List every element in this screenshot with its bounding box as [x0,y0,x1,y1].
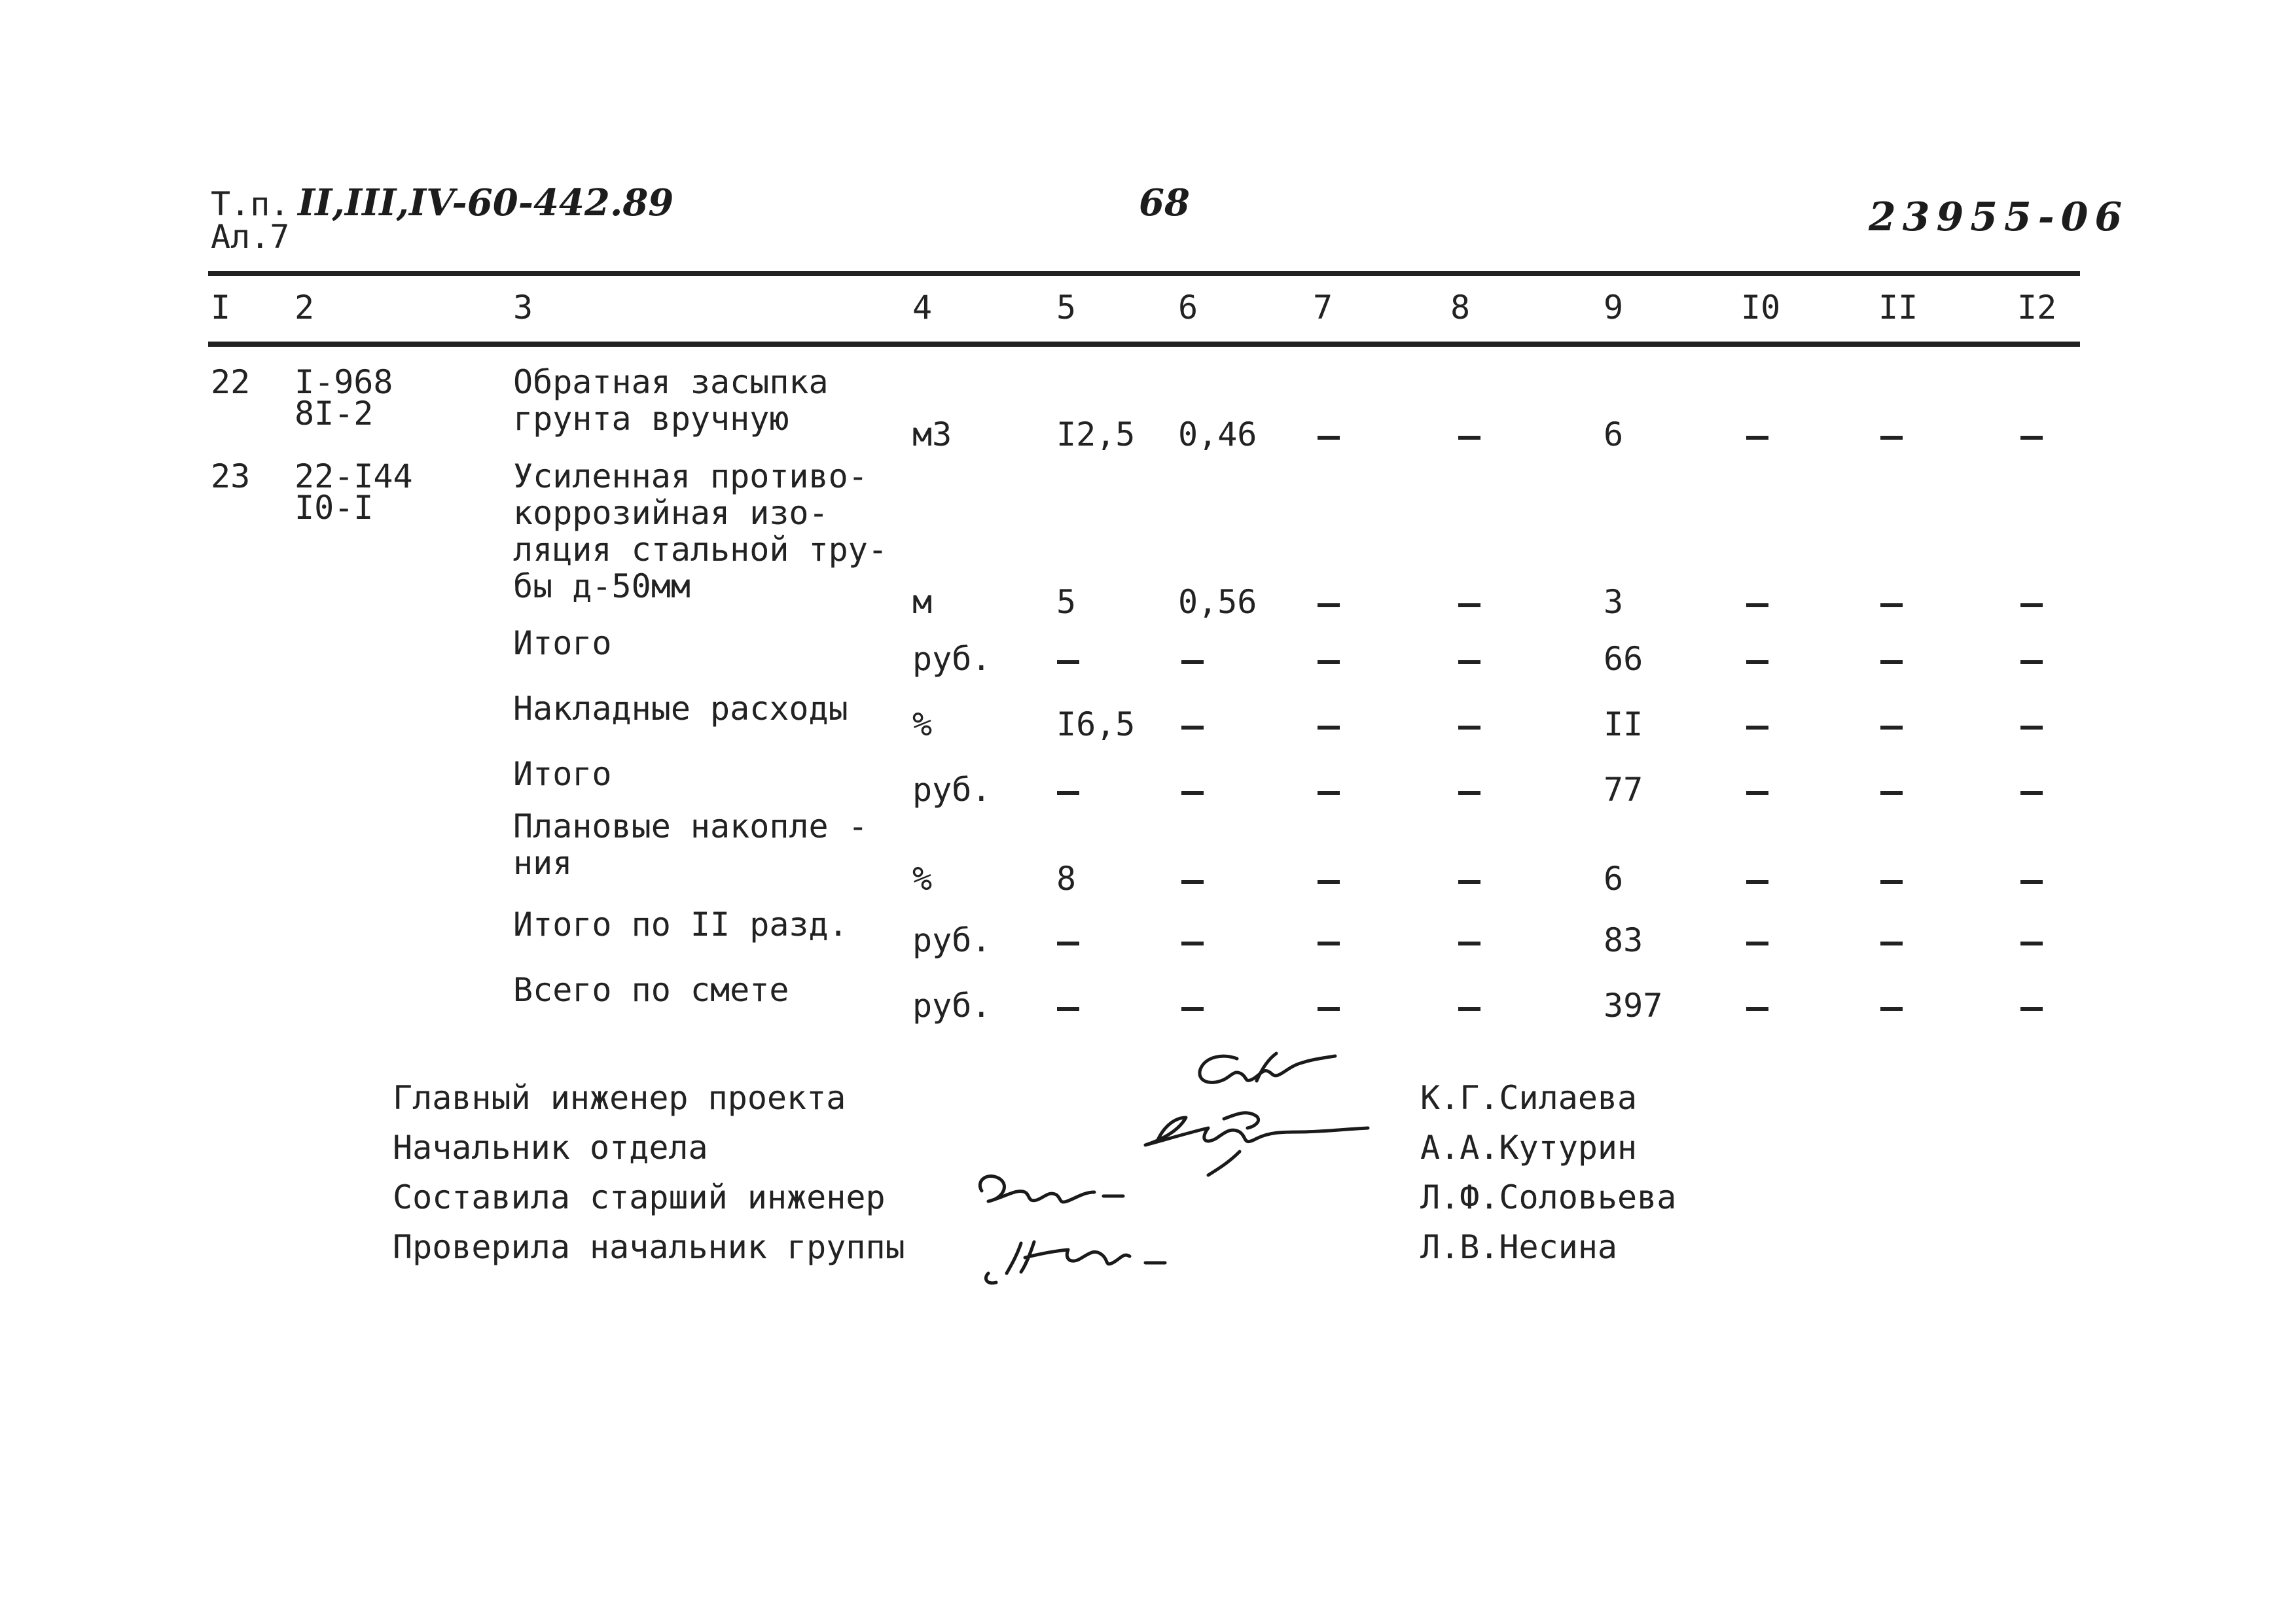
value-col-9: 6 [1604,415,1624,453]
column-header-7: 7 [1313,289,1333,327]
empty-dash [1880,726,1903,730]
empty-dash [1880,1007,1903,1011]
value-col-9: 3 [1604,583,1624,621]
column-header-11: II [1878,289,1918,327]
rate-code: 8I-2 [295,395,374,432]
rate-code: I-968 [295,363,393,401]
empty-dash [1746,880,1768,884]
signature-role: Начальник отдела [393,1129,708,1167]
unit: руб. [912,640,992,678]
value-col-5: 5 [1056,583,1077,621]
empty-dash [1458,726,1480,730]
work-name: ляция стальной тру- [513,531,888,569]
empty-dash [1318,880,1340,884]
column-header-5: 5 [1056,289,1077,327]
rate-code: 22-I44 [295,457,413,495]
column-header-3: 3 [513,289,533,327]
empty-dash [1458,791,1480,795]
empty-dash [1057,791,1079,795]
column-header-4: 4 [912,289,933,327]
work-name: ния [513,844,573,882]
empty-dash [1880,791,1903,795]
empty-dash [1880,436,1903,440]
empty-dash [1181,726,1204,730]
signature-name: К.Г.Силаева [1420,1079,1638,1117]
signature-role: Проверила начальник группы [393,1228,905,1266]
work-name: Плановые накопле - [513,807,868,845]
empty-dash [1318,660,1340,664]
column-header-12: I2 [2017,289,2057,327]
work-name: коррозийная изо- [513,494,829,532]
work-name: Итого [513,755,612,793]
work-name: грунта вручную [513,400,789,438]
empty-dash [2020,942,2043,945]
row-number: 22 [211,363,251,401]
empty-dash [1057,660,1079,664]
signature-name: А.А.Кутурин [1420,1129,1638,1167]
value-col-9: II [1604,705,1643,743]
column-header-1: I [211,289,231,327]
empty-dash [1458,603,1480,607]
column-header-10: I0 [1741,289,1781,327]
value-col-9: 397 [1604,987,1663,1025]
table-top-rule [208,271,2080,276]
empty-dash [2020,880,2043,884]
empty-dash [1318,942,1340,945]
signature-name: Л.В.Несина [1420,1228,1618,1266]
empty-dash [1318,603,1340,607]
empty-dash [1318,1007,1340,1011]
column-header-9: 9 [1604,289,1624,327]
table-header-rule [208,342,2080,347]
signature-scribbles [949,1040,1407,1289]
work-name: Усиленная противо- [513,457,868,495]
empty-dash [1880,660,1903,664]
signature-role: Составила старший инженер [393,1178,886,1216]
value-col-9: 77 [1604,771,1643,809]
value-col-9: 83 [1604,921,1643,959]
empty-dash [1458,436,1480,440]
empty-dash [2020,436,2043,440]
empty-dash [1746,436,1768,440]
empty-dash [1746,726,1768,730]
empty-dash [1880,942,1903,945]
empty-dash [1181,791,1204,795]
empty-dash [1458,942,1480,945]
unit: руб. [912,921,992,959]
empty-dash [1318,791,1340,795]
album-label: Ал.7 [211,218,290,256]
unit: м3 [912,415,952,453]
signature-role: Главный инженер проекта [393,1079,846,1117]
empty-dash [2020,726,2043,730]
column-header-8: 8 [1450,289,1471,327]
work-name: Всего по смете [513,971,789,1009]
empty-dash [2020,603,2043,607]
unit: руб. [912,771,992,809]
column-header-2: 2 [295,289,315,327]
column-header-6: 6 [1178,289,1198,327]
signature-name: Л.Ф.Соловьева [1420,1178,1677,1216]
doc-code: 23955-06 [1869,194,2129,240]
empty-dash [1746,660,1768,664]
work-name: Итого [513,624,612,662]
rate-code: I0-I [295,489,374,527]
unit: м [912,583,933,621]
empty-dash [1181,660,1204,664]
unit: % [912,705,933,743]
value-col-9: 6 [1604,860,1624,898]
empty-dash [1181,880,1204,884]
empty-dash [1880,880,1903,884]
empty-dash [1318,436,1340,440]
empty-dash [1880,603,1903,607]
empty-dash [1458,660,1480,664]
empty-dash [1057,942,1079,945]
empty-dash [1458,880,1480,884]
empty-dash [1458,1007,1480,1011]
work-name: бы д-50мм [513,567,691,605]
work-name: Обратная засыпка [513,363,829,401]
unit: % [912,860,933,898]
value-col-6: 0,46 [1178,415,1257,453]
work-name: Итого по II разд. [513,906,848,944]
empty-dash [2020,791,2043,795]
empty-dash [1746,942,1768,945]
empty-dash [1746,603,1768,607]
work-name: Накладные расходы [513,690,848,728]
empty-dash [1181,1007,1204,1011]
empty-dash [1057,1007,1079,1011]
empty-dash [1181,942,1204,945]
empty-dash [1746,1007,1768,1011]
page-number: 68 [1139,181,1190,224]
empty-dash [2020,660,2043,664]
row-number: 23 [211,457,251,495]
value-col-5: I2,5 [1056,415,1136,453]
value-col-5: I6,5 [1056,705,1136,743]
empty-dash [1318,726,1340,730]
value-col-5: 8 [1056,860,1077,898]
unit: руб. [912,987,992,1025]
empty-dash [1746,791,1768,795]
empty-dash [2020,1007,2043,1011]
doc-ref-label: Т.п. [211,185,290,223]
value-col-9: 66 [1604,640,1643,678]
value-col-6: 0,56 [1178,583,1257,621]
doc-ref-handwritten: II,III,IV-60-442.89 [298,181,674,224]
